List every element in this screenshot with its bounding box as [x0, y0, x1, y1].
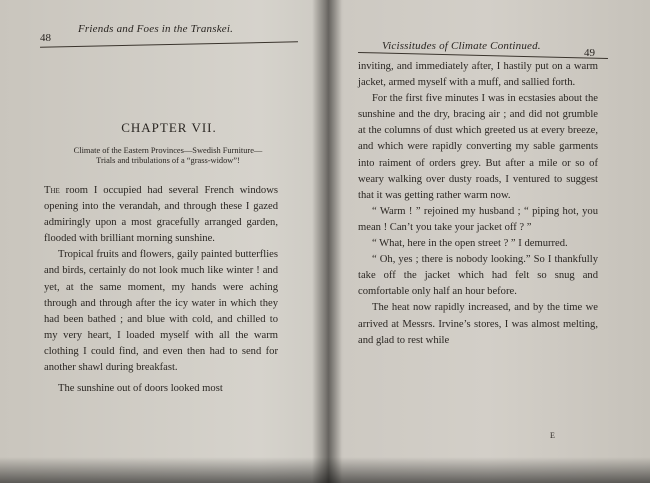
chapter-summary-line-1: Climate of the Eastern Provinces—Swedish Furniture— [73, 146, 263, 155]
left-page [0, 0, 322, 483]
right-page [326, 0, 650, 483]
left-head-rule [40, 41, 298, 47]
paragraph: For the first five minutes I was in ecstasies about the sunshine and the dry, bracing air ; and did not grumble at the columns of dust which greeted us at every breeze, and which were rapidly converting my sable garments into raiment of orders grey. But after a mile or so of weary walking over dusty roads, I ventured to suggest that it was getting rather warm now. [358, 93, 598, 201]
paragraph: The sunshine out of doors looked most [58, 383, 223, 395]
right-head-rule [358, 52, 608, 59]
chapter-title: CHAPTER VII. [121, 120, 217, 135]
right-page-number: 49 [584, 47, 595, 59]
left-running-head: Friends and Foes in the Transkei. [78, 23, 234, 35]
signature-mark: E [550, 431, 555, 440]
paragraph-text: room I occupied had several French windows opening into the verandah, and through these I gazed admiringly upon a most gracefully arranged garden, flooded with brilliant morning sunshine. [44, 185, 278, 245]
bottom-shadow [0, 457, 650, 483]
paragraph: “ Warm ! ” rejoined my husband ; “ piping hot, you mean ! Can’t you take your jacket off ? ” [358, 205, 598, 233]
paragraph: Tropical fruits and flowers, gaily painted butterflies and birds, certainly do not look much like winter ! and yet, at the same moment, my hands were aching through and through after the icy water in which they had been bathed ; and blue with cold, and chilled to my very heart, I loaded myself with all the warm clothing I could find, and even then had to send for another shawl during breakfast. [44, 249, 278, 374]
chapter-summary-line-2: Trials and tribulations of a “grass-widow”! [96, 156, 240, 165]
paragraph: inviting, and immediately after, I hastily put on a warm jacket, armed myself with a muff, and sallied forth. [358, 61, 598, 89]
right-body-text [358, 59, 598, 349]
paragraph: “ Oh, yes ; there is nobody looking.” So I thankfully take off the jacket which had felt so snug and comfortable only half an hour before. [358, 254, 598, 298]
paragraph [44, 183, 278, 247]
chapter-summary [34, 146, 302, 166]
left-body-text [44, 183, 278, 397]
left-page-number: 48 [40, 32, 51, 44]
right-running-head: Vicissitudes of Climate Continued. [382, 40, 541, 52]
paragraph: “ What, here in the open street ? ” I demurred. [372, 238, 568, 250]
opening-drop-word: The [44, 185, 60, 196]
book-gutter [312, 0, 342, 483]
paragraph: The heat now rapidly increased, and by the time we arrived at Messrs. Irvine’s stores, I was almost melting, and glad to rest while [358, 302, 598, 346]
